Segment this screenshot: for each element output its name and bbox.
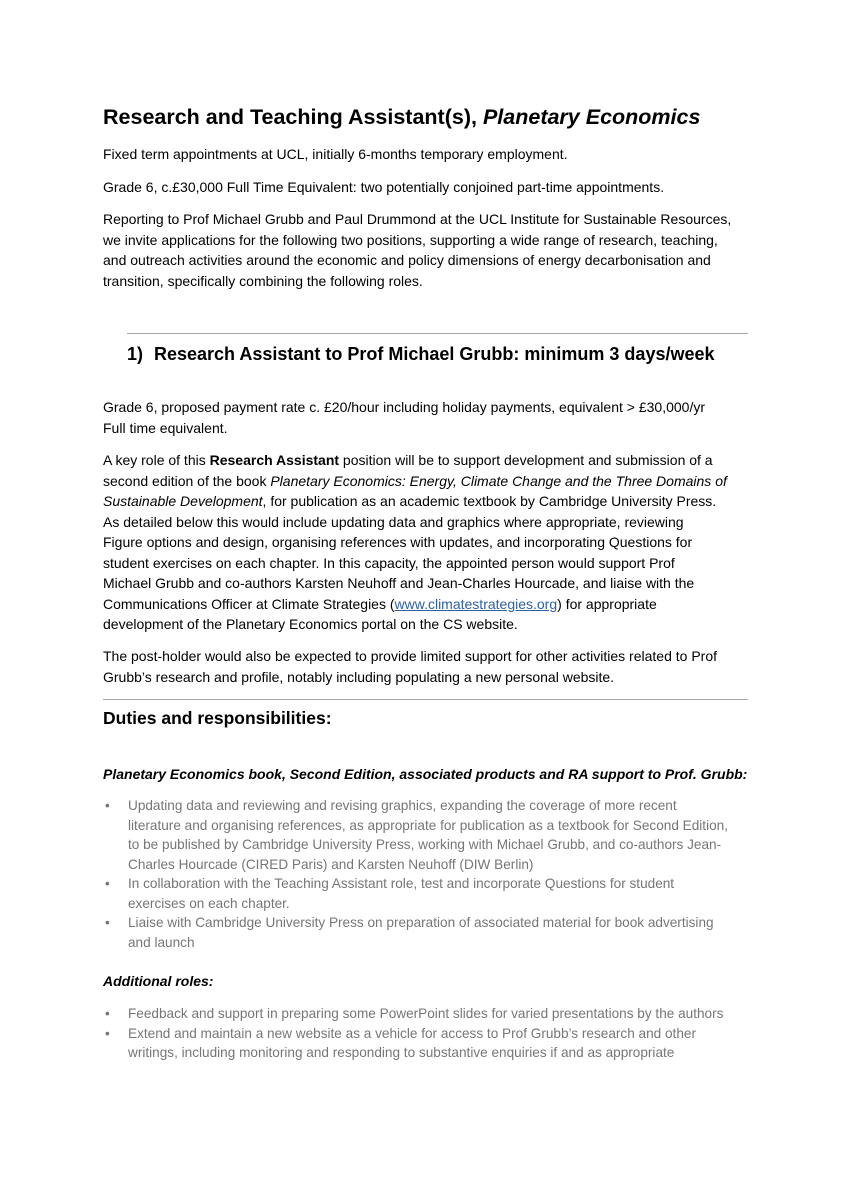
book-title-part-1: Planetary Economics: Energy, Climate Change and the Three Domains of <box>270 472 727 489</box>
list-item-line: and launch <box>128 934 195 950</box>
role-bold-term: Research Assistant <box>209 452 340 468</box>
intro-p3-line: we invite applications for the following two positions, supporting a wide range of research, teaching, <box>103 231 718 248</box>
grade-line: Full time equivalent. <box>103 419 228 436</box>
list-item <box>103 1004 748 1024</box>
role-text: Communications Officer at Climate Strategies ( <box>103 595 395 612</box>
duties-list-book <box>103 796 748 952</box>
book-title-part-2: Sustainable Development <box>103 493 263 509</box>
role-paragraph <box>103 450 763 635</box>
list-item-line: Liaise with Cambridge University Press on preparation of associated material for book advertising <box>128 915 714 930</box>
role-text: A key role of this <box>103 452 210 468</box>
title-main: Research and Teaching Assistant(s), <box>103 105 483 129</box>
intro-paragraph-3 <box>103 209 763 291</box>
role-text: , for publication as an academic textbook by Cambridge University Press. <box>262 493 717 509</box>
list-item-line: Feedback and support in preparing some PowerPoint slides for varied presentations by the authors <box>128 1006 724 1021</box>
section-1-heading <box>127 341 715 367</box>
grade-paragraph <box>103 397 763 438</box>
climatestrategies-link[interactable]: www.climatestrategies.org <box>394 595 558 612</box>
post-line: The post-holder would also be expected to provide limited support for other activities related to Prof <box>103 648 717 664</box>
list-item-line: Extend and maintain a new website as a vehicle for access to Prof Grubb’s research and other <box>128 1025 696 1041</box>
list-item-line: In collaboration with the Teaching Assistant role, test and incorporate Questions for student <box>128 876 675 891</box>
role-line: As detailed below this would include updating data and graphics where appropriate, reviewing <box>103 513 684 530</box>
duties-subheading-additional: Additional roles: <box>103 973 214 989</box>
bullet-icon: • <box>105 876 110 891</box>
post-holder-paragraph <box>103 646 763 687</box>
title-italic: Planetary Economics <box>482 105 701 129</box>
grade-line: Grade 6, proposed payment rate c. £20/hour including holiday payments, equivalent > £30,000/yr <box>103 399 705 415</box>
section-divider <box>127 333 748 334</box>
bullet-icon: • <box>105 1006 110 1021</box>
role-line: Michael Grubb and co-authors Karsten Neuhoff and Jean-Charles Hourcade, and liaise with the <box>103 575 695 591</box>
bullet-icon: • <box>105 915 110 930</box>
role-line <box>103 450 763 471</box>
duties-list-additional <box>103 1004 748 1063</box>
list-item-line: Updating data and reviewing and revising graphics, expanding the coverage of more recent <box>128 798 677 813</box>
list-item-line: literature and organising references, as appropriate for publication as a textbook for Second Edition, <box>128 817 728 833</box>
intro-p3-line: transition, specifically combining the following roles. <box>103 272 423 289</box>
role-line <box>103 491 763 512</box>
duties-divider <box>103 699 748 700</box>
section-1-number: 1) <box>127 344 144 364</box>
role-text: second edition of the book <box>103 472 271 489</box>
intro-paragraph-1: Fixed term appointments at UCL, initially 6-months temporary employment. <box>103 146 568 162</box>
post-line: Grubb’s research and profile, notably including populating a new personal website. <box>103 668 615 685</box>
list-item-line: writings, including monitoring and responding to substantive enquiries if and as appropriate <box>128 1045 675 1060</box>
role-line <box>103 594 763 615</box>
list-item-line: to be published by Cambridge University Press, working with Michael Grubb, and co-authors Jean- <box>128 837 722 852</box>
role-line: development of the Planetary Economics portal on the CS website. <box>103 616 518 632</box>
role-line <box>103 471 763 492</box>
duties-heading: Duties and responsibilities: <box>103 708 332 728</box>
bullet-icon: • <box>105 1025 110 1041</box>
role-text: ) for appropriate <box>557 595 657 612</box>
role-line: Figure options and design, organising references with updates, and incorporating Questions for <box>103 534 693 550</box>
list-item <box>103 1024 748 1063</box>
duties-subheading-book: Planetary Economics book, Second Edition, associated products and RA support to Prof. Grubb: <box>103 766 748 782</box>
bullet-icon: • <box>105 798 110 813</box>
intro-paragraph-2: Grade 6, c.£30,000 Full Time Equivalent: two potentially conjoined part-time appointments. <box>103 179 665 195</box>
list-item <box>103 796 748 874</box>
intro-p3-line: Reporting to Prof Michael Grubb and Paul Drummond at the UCL Institute for Sustainable Resources, <box>103 211 732 227</box>
list-item <box>103 913 748 952</box>
role-line: student exercises on each chapter. In this capacity, the appointed person would support Prof <box>103 554 675 571</box>
list-item-line: exercises on each chapter. <box>128 895 290 911</box>
intro-p3-line: and outreach activities around the economic and policy dimensions of energy decarbonisation and <box>103 252 711 268</box>
section-1-heading-text: Research Assistant to Prof Michael Grubb: minimum 3 days/week <box>154 344 715 364</box>
role-text: position will be to support development and submission of a <box>339 452 713 468</box>
list-item <box>103 874 748 913</box>
page-title <box>103 103 700 131</box>
list-item-line: Charles Hourcade (CIRED Paris) and Karsten Neuhoff (DIW Berlin) <box>128 856 534 872</box>
